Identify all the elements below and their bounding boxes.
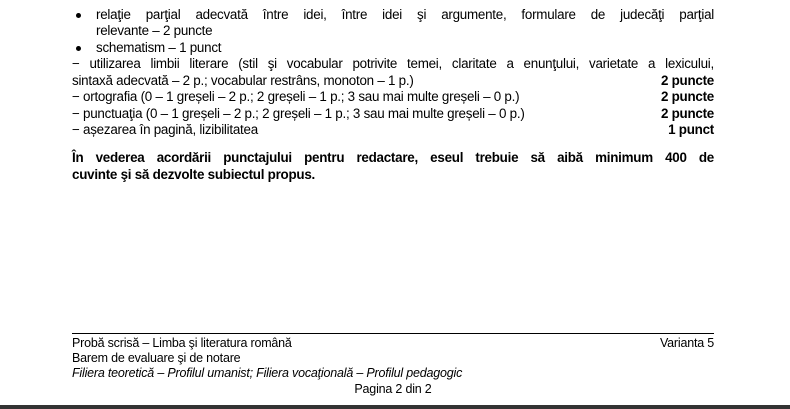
bullet-icon [76,46,81,51]
bullet-text: relaţie parţial adecvată între idei, între idei şi argumente, formulare de judecăţi parţial [96,7,714,22]
footer-barem: Barem de evaluare şi de notare [72,351,241,365]
criterion-text: sintaxă adecvată – 2 p.; vocabular restrâns, monoton – 1 p.) [72,73,414,88]
bullet-icon [76,13,81,18]
criterion-text: − utilizarea limbii literare (stil şi vocabular potrivite temei, claritate a enunţului, varietate a lexicului, [72,56,714,71]
viewer-bottom-bar [0,405,790,409]
page-number: Pagina 2 din 2 [354,382,432,396]
criterion-row [72,89,714,105]
criterion-points: 2 puncte [660,106,714,121]
bullet-item [96,40,714,56]
footer-row [72,336,714,351]
footer-profile: Filiera teoretică – Profilul umanist; Filiera vocaţională – Profilul pedagogic [72,366,463,380]
criterion-points: 2 puncte [660,73,714,88]
criterion-row [72,106,714,122]
criterion-text: − ortografia (0 – 1 greșeli – 2 p.; 2 greșeli – 1 p.; 3 sau mai multe greșeli – 0 p.) [72,89,520,104]
criterion-row [72,122,714,138]
note-text: În vederea acordării punctajului pentru redactare, eseul trebuie să aibă minimum 400 de [72,150,714,165]
bullet-text: schematism – 1 punct [96,40,222,55]
bullet-item [96,7,714,23]
footer-divider [72,333,714,334]
note-text-cont: cuvinte şi să dezvolte subiectul propus. [72,167,315,182]
criterion-text: − așezarea în pagină, lizibilitatea [72,122,258,137]
criterion-points: 2 puncte [660,89,714,104]
footer-exam: Probă scrisă – Limba şi literatura română [72,336,292,350]
criterion-points: 1 punct [668,122,714,137]
criterion-row [72,73,714,89]
bullet-text-cont: relevante – 2 puncte [96,23,213,38]
criterion-text: − punctuaţia (0 – 1 greșeli – 2 p.; 2 greșeli – 1 p.; 3 sau mai multe greșeli – 0 p.) [72,106,525,121]
footer-variant: Varianta 5 [659,336,714,350]
